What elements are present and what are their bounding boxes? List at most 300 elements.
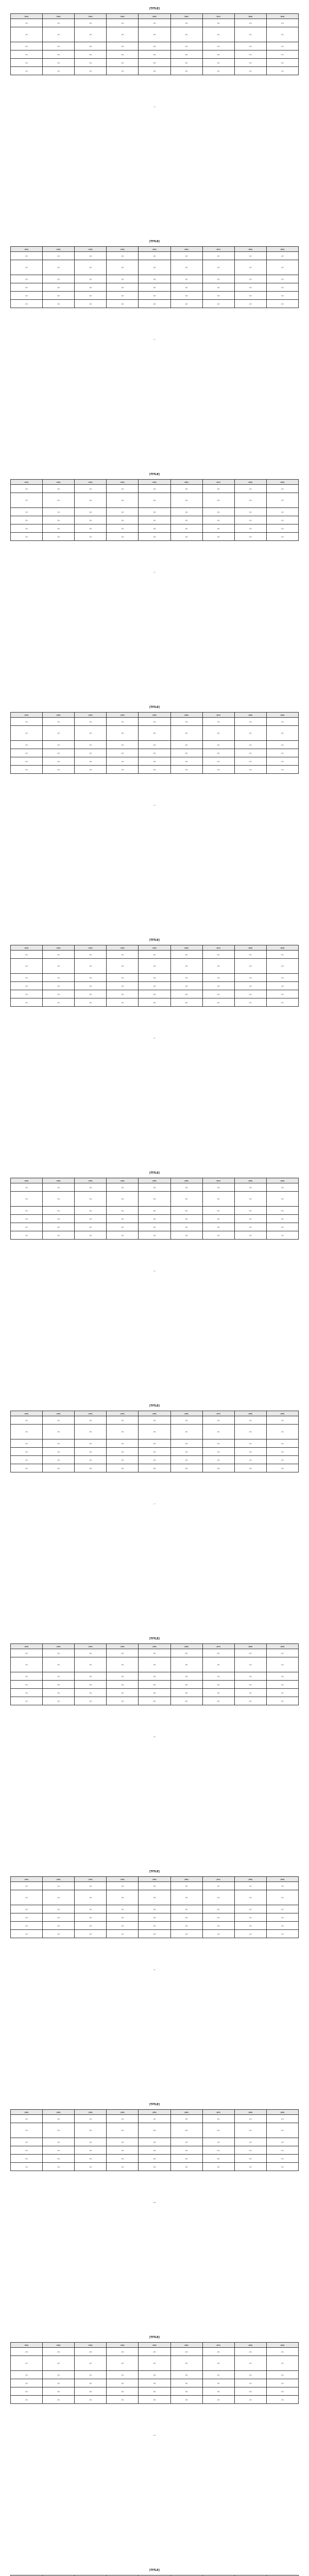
table-cell: [X] bbox=[75, 741, 107, 749]
table-cell: [X] bbox=[170, 2396, 202, 2404]
table-cell: [X] bbox=[11, 1207, 43, 1215]
table-cell: [X] bbox=[75, 275, 107, 283]
table-cell: [X] bbox=[139, 1425, 170, 1439]
table-cell: [X] bbox=[107, 766, 139, 774]
table-cell: [X] bbox=[43, 1456, 75, 1464]
table-cell: [X] bbox=[43, 974, 75, 982]
table-cell: [X] bbox=[139, 1207, 170, 1215]
table-cell: [X] bbox=[139, 1416, 170, 1425]
table-cell: [X] bbox=[139, 726, 170, 741]
table-cell: [X] bbox=[107, 275, 139, 283]
table-row bbox=[11, 1439, 299, 1448]
table-cell: [X] bbox=[170, 1231, 202, 1240]
table-cell: [X] bbox=[266, 718, 298, 726]
table-cell: [X] bbox=[234, 741, 266, 749]
table-cell: [X] bbox=[75, 2348, 107, 2356]
table-cell: [X] bbox=[43, 2163, 75, 2171]
column-header: [H6] bbox=[170, 713, 202, 718]
table-cell: [X] bbox=[202, 524, 234, 533]
table-cell: [X] bbox=[11, 1456, 43, 1464]
table-cell: [X] bbox=[107, 2348, 139, 2356]
table-cell: [X] bbox=[170, 283, 202, 292]
table-cell: [X] bbox=[170, 757, 202, 766]
table-cell: [X] bbox=[202, 990, 234, 998]
table-cell: [X] bbox=[75, 508, 107, 516]
table-cell: [X] bbox=[107, 1681, 139, 1689]
table-cell: [X] bbox=[234, 19, 266, 27]
table-cell: [X] bbox=[11, 998, 43, 1007]
table-cell: [X] bbox=[202, 19, 234, 27]
column-header: [H9] bbox=[266, 1644, 298, 1649]
column-header: [H1] bbox=[11, 1877, 43, 1882]
page-number: - 5 - bbox=[153, 1037, 156, 1039]
table-cell: [X] bbox=[170, 1448, 202, 1456]
table-cell: [X] bbox=[43, 524, 75, 533]
table-row bbox=[11, 1905, 299, 1913]
table-cell: [X] bbox=[139, 1681, 170, 1689]
page-number: - 8 - bbox=[153, 1736, 156, 1738]
table-cell: [X] bbox=[202, 1689, 234, 1697]
table-cell: [X] bbox=[170, 275, 202, 283]
table-cell: [X] bbox=[170, 524, 202, 533]
column-header: [H3] bbox=[75, 247, 107, 252]
table-cell: [X] bbox=[107, 974, 139, 982]
table-cell: [X] bbox=[234, 1657, 266, 1672]
table-cell: [X] bbox=[43, 50, 75, 59]
table-cell: [X] bbox=[75, 2115, 107, 2123]
table-cell: [X] bbox=[266, 766, 298, 774]
table-cell: [X] bbox=[234, 252, 266, 260]
table-cell: [X] bbox=[202, 485, 234, 493]
table-cell: [X] bbox=[170, 2387, 202, 2396]
table-cell: [X] bbox=[234, 1922, 266, 1930]
table-cell: [X] bbox=[107, 252, 139, 260]
table-cell: [X] bbox=[234, 1930, 266, 1938]
table-cell: [X] bbox=[107, 2115, 139, 2123]
table-row bbox=[11, 1464, 299, 1472]
page-title: [TITLE] bbox=[149, 1172, 160, 1175]
table-cell: [X] bbox=[266, 2115, 298, 2123]
table-row bbox=[11, 50, 299, 59]
table-cell: [X] bbox=[266, 1448, 298, 1456]
table-cell: [X] bbox=[139, 1183, 170, 1192]
table-cell: [X] bbox=[107, 741, 139, 749]
table-cell: [X] bbox=[43, 1416, 75, 1425]
table-row bbox=[11, 766, 299, 774]
table-row bbox=[11, 2123, 299, 2138]
column-header: [H9] bbox=[266, 1411, 298, 1416]
table-cell: [X] bbox=[234, 524, 266, 533]
table-cell: [X] bbox=[234, 493, 266, 508]
column-header: [H2] bbox=[43, 2343, 75, 2348]
table-cell: [X] bbox=[75, 292, 107, 300]
table-cell: [X] bbox=[43, 292, 75, 300]
column-header: [H3] bbox=[75, 1178, 107, 1183]
table-cell: [X] bbox=[75, 2371, 107, 2379]
table-cell: [X] bbox=[266, 27, 298, 42]
table-cell: [X] bbox=[170, 998, 202, 1007]
table-cell: [X] bbox=[170, 1223, 202, 1231]
table-cell: [X] bbox=[202, 741, 234, 749]
table-cell: [X] bbox=[139, 766, 170, 774]
table-cell: [X] bbox=[43, 1930, 75, 1938]
table-cell: [X] bbox=[107, 1464, 139, 1472]
table-cell: [X] bbox=[43, 1882, 75, 1890]
table-cell: [X] bbox=[202, 1183, 234, 1192]
table-cell: [X] bbox=[11, 50, 43, 59]
table-header-row bbox=[11, 1877, 299, 1882]
table-cell: [X] bbox=[43, 1223, 75, 1231]
table-cell: [X] bbox=[43, 990, 75, 998]
table-cell: [X] bbox=[170, 1930, 202, 1938]
table-cell: [X] bbox=[202, 1192, 234, 1207]
data-table bbox=[10, 712, 299, 774]
table-cell: [X] bbox=[139, 508, 170, 516]
table-row bbox=[11, 2396, 299, 2404]
table-cell: [X] bbox=[202, 1231, 234, 1240]
table-header-row bbox=[11, 2343, 299, 2348]
table-cell: [X] bbox=[107, 27, 139, 42]
column-header: [H1] bbox=[11, 713, 43, 718]
table-cell: [X] bbox=[170, 1464, 202, 1472]
table-cell: [X] bbox=[75, 1416, 107, 1425]
table-cell: [X] bbox=[234, 1672, 266, 1681]
document-page bbox=[0, 1397, 309, 1630]
table-cell: [X] bbox=[139, 2138, 170, 2146]
table-header-row bbox=[11, 1178, 299, 1183]
column-header: [H2] bbox=[43, 1644, 75, 1649]
page-title: [TITLE] bbox=[149, 1870, 160, 1873]
table-cell: [X] bbox=[11, 766, 43, 774]
table-cell: [X] bbox=[139, 1882, 170, 1890]
table-cell: [X] bbox=[202, 1215, 234, 1223]
column-header: [H8] bbox=[234, 945, 266, 951]
table-cell: [X] bbox=[170, 959, 202, 974]
table-cell: [X] bbox=[43, 1231, 75, 1240]
table-cell: [X] bbox=[11, 1657, 43, 1672]
table-row bbox=[11, 1930, 299, 1938]
column-header: [H3] bbox=[75, 1644, 107, 1649]
table-cell: [X] bbox=[43, 2371, 75, 2379]
table-cell: [X] bbox=[170, 1890, 202, 1905]
table-cell: [X] bbox=[202, 2396, 234, 2404]
table-cell: [X] bbox=[139, 959, 170, 974]
table-cell: [X] bbox=[266, 1890, 298, 1905]
column-header: [H9] bbox=[266, 945, 298, 951]
table-cell: [X] bbox=[266, 2379, 298, 2387]
table-row bbox=[11, 998, 299, 1007]
table-row bbox=[11, 1681, 299, 1689]
table-cell: [X] bbox=[139, 1890, 170, 1905]
table-cell: [X] bbox=[43, 998, 75, 1007]
table-cell: [X] bbox=[75, 1231, 107, 1240]
table-cell: [X] bbox=[170, 59, 202, 67]
column-header: [H3] bbox=[75, 945, 107, 951]
column-header: [H2] bbox=[43, 2110, 75, 2115]
column-header: [H7] bbox=[202, 1178, 234, 1183]
table-cell: [X] bbox=[139, 718, 170, 726]
table-cell: [X] bbox=[170, 516, 202, 524]
table-cell: [X] bbox=[43, 1215, 75, 1223]
table-cell: [X] bbox=[234, 2146, 266, 2155]
table-row bbox=[11, 1456, 299, 1464]
table-cell: [X] bbox=[43, 2138, 75, 2146]
table-cell: [X] bbox=[202, 42, 234, 50]
table-cell: [X] bbox=[170, 2155, 202, 2163]
table-cell: [X] bbox=[139, 1456, 170, 1464]
table-cell: [X] bbox=[202, 300, 234, 308]
table-cell: [X] bbox=[202, 766, 234, 774]
table-cell: [X] bbox=[266, 42, 298, 50]
table-cell: [X] bbox=[11, 1183, 43, 1192]
table-cell: [X] bbox=[234, 959, 266, 974]
table-cell: [X] bbox=[266, 1657, 298, 1672]
table-cell: [X] bbox=[170, 1425, 202, 1439]
table-cell: [X] bbox=[139, 1672, 170, 1681]
table-cell: [X] bbox=[43, 1681, 75, 1689]
table-cell: [X] bbox=[139, 2348, 170, 2356]
table-cell: [X] bbox=[107, 1672, 139, 1681]
table-cell: [X] bbox=[107, 1905, 139, 1913]
table-cell: [X] bbox=[202, 1425, 234, 1439]
table-cell: [X] bbox=[170, 1905, 202, 1913]
column-header: [H6] bbox=[170, 1644, 202, 1649]
table-cell: [X] bbox=[202, 1657, 234, 1672]
table-cell: [X] bbox=[234, 2115, 266, 2123]
table-cell: [X] bbox=[266, 1192, 298, 1207]
table-cell: [X] bbox=[170, 2379, 202, 2387]
table-cell: [X] bbox=[266, 757, 298, 766]
table-cell: [X] bbox=[11, 1930, 43, 1938]
table-cell: [X] bbox=[234, 1464, 266, 1472]
table-cell: [X] bbox=[202, 726, 234, 741]
table-cell: [X] bbox=[43, 1183, 75, 1192]
table-cell: [X] bbox=[11, 1425, 43, 1439]
table-cell: [X] bbox=[202, 2348, 234, 2356]
data-table bbox=[10, 479, 299, 541]
table-row bbox=[11, 252, 299, 260]
table-cell: [X] bbox=[11, 1223, 43, 1231]
table-cell: [X] bbox=[107, 1223, 139, 1231]
table-cell: [X] bbox=[170, 19, 202, 27]
table-cell: [X] bbox=[202, 252, 234, 260]
table-cell: [X] bbox=[11, 516, 43, 524]
column-header: [H3] bbox=[75, 480, 107, 485]
table-cell: [X] bbox=[107, 2379, 139, 2387]
table-cell: [X] bbox=[43, 2123, 75, 2138]
table-cell: [X] bbox=[43, 67, 75, 75]
table-cell: [X] bbox=[11, 260, 43, 275]
table-cell: [X] bbox=[234, 726, 266, 741]
table-cell: [X] bbox=[11, 974, 43, 982]
column-header: [H8] bbox=[234, 480, 266, 485]
table-cell: [X] bbox=[107, 749, 139, 757]
page-number: - 2 - bbox=[153, 338, 156, 341]
table-cell: [X] bbox=[11, 2115, 43, 2123]
table-cell: [X] bbox=[170, 260, 202, 275]
table-cell: [X] bbox=[107, 508, 139, 516]
table-cell: [X] bbox=[11, 1464, 43, 1472]
table-cell: [X] bbox=[139, 2146, 170, 2155]
column-header: [H8] bbox=[234, 1877, 266, 1882]
table-cell: [X] bbox=[11, 2379, 43, 2387]
column-header: [H4] bbox=[107, 1411, 139, 1416]
table-cell: [X] bbox=[139, 19, 170, 27]
document-page bbox=[0, 2562, 309, 2576]
table-row bbox=[11, 951, 299, 959]
column-header: [H6] bbox=[170, 2110, 202, 2115]
table-row bbox=[11, 1223, 299, 1231]
table-cell: [X] bbox=[266, 275, 298, 283]
table-cell: [X] bbox=[107, 998, 139, 1007]
table-cell: [X] bbox=[234, 1689, 266, 1697]
table-cell: [X] bbox=[170, 1192, 202, 1207]
column-header: [H1] bbox=[11, 14, 43, 19]
document-page bbox=[0, 233, 309, 466]
table-cell: [X] bbox=[107, 2387, 139, 2396]
table-cell: [X] bbox=[43, 2115, 75, 2123]
table-cell: [X] bbox=[266, 1689, 298, 1697]
table-cell: [X] bbox=[266, 1439, 298, 1448]
table-cell: [X] bbox=[107, 533, 139, 541]
table-cell: [X] bbox=[234, 982, 266, 990]
page-number: - 9 - bbox=[153, 1969, 156, 1971]
table-cell: [X] bbox=[170, 726, 202, 741]
table-cell: [X] bbox=[266, 2371, 298, 2379]
table-cell: [X] bbox=[266, 749, 298, 757]
table-row bbox=[11, 42, 299, 50]
data-table bbox=[10, 13, 299, 75]
table-cell: [X] bbox=[234, 260, 266, 275]
table-cell: [X] bbox=[139, 1223, 170, 1231]
column-header: [H5] bbox=[139, 247, 170, 252]
table-cell: [X] bbox=[75, 252, 107, 260]
table-cell: [X] bbox=[75, 1890, 107, 1905]
table-cell: [X] bbox=[170, 493, 202, 508]
table-cell: [X] bbox=[43, 1192, 75, 1207]
table-cell: [X] bbox=[43, 726, 75, 741]
table-cell: [X] bbox=[234, 1425, 266, 1439]
table-cell: [X] bbox=[234, 1905, 266, 1913]
table-cell: [X] bbox=[266, 1882, 298, 1890]
table-cell: [X] bbox=[107, 2138, 139, 2146]
table-cell: [X] bbox=[139, 59, 170, 67]
table-row bbox=[11, 959, 299, 974]
table-cell: [X] bbox=[234, 67, 266, 75]
table-cell: [X] bbox=[107, 990, 139, 998]
table-cell: [X] bbox=[11, 1689, 43, 1697]
table-cell: [X] bbox=[43, 2387, 75, 2396]
data-table bbox=[10, 1411, 299, 1472]
page-number: - 11 - bbox=[152, 2434, 157, 2436]
column-header: [H2] bbox=[43, 713, 75, 718]
column-header: [H1] bbox=[11, 945, 43, 951]
table-cell: [X] bbox=[11, 2138, 43, 2146]
column-header: [H3] bbox=[75, 14, 107, 19]
table-cell: [X] bbox=[11, 2356, 43, 2371]
table-cell: [X] bbox=[266, 2356, 298, 2371]
table-cell: [X] bbox=[234, 485, 266, 493]
table-cell: [X] bbox=[11, 292, 43, 300]
column-header: [H9] bbox=[266, 480, 298, 485]
table-cell: [X] bbox=[43, 982, 75, 990]
table-cell: [X] bbox=[170, 1681, 202, 1689]
table-cell: [X] bbox=[11, 283, 43, 292]
table-cell: [X] bbox=[107, 982, 139, 990]
table-cell: [X] bbox=[170, 1649, 202, 1657]
table-cell: [X] bbox=[266, 974, 298, 982]
table-cell: [X] bbox=[202, 959, 234, 974]
table-cell: [X] bbox=[139, 27, 170, 42]
table-cell: [X] bbox=[107, 1416, 139, 1425]
table-cell: [X] bbox=[139, 1922, 170, 1930]
table-cell: [X] bbox=[75, 1215, 107, 1223]
table-row bbox=[11, 300, 299, 308]
table-cell: [X] bbox=[202, 1672, 234, 1681]
table-cell: [X] bbox=[202, 2163, 234, 2171]
table-row bbox=[11, 533, 299, 541]
table-cell: [X] bbox=[234, 2356, 266, 2371]
table-cell: [X] bbox=[75, 50, 107, 59]
table-cell: [X] bbox=[75, 1657, 107, 1672]
table-cell: [X] bbox=[170, 50, 202, 59]
table-cell: [X] bbox=[266, 1681, 298, 1689]
table-cell: [X] bbox=[234, 1215, 266, 1223]
table-cell: [X] bbox=[234, 59, 266, 67]
table-cell: [X] bbox=[11, 508, 43, 516]
table-cell: [X] bbox=[75, 1207, 107, 1215]
table-cell: [X] bbox=[43, 493, 75, 508]
table-cell: [X] bbox=[266, 292, 298, 300]
data-table bbox=[10, 945, 299, 1007]
table-cell: [X] bbox=[11, 1905, 43, 1913]
table-cell: [X] bbox=[202, 718, 234, 726]
table-cell: [X] bbox=[11, 2348, 43, 2356]
table-cell: [X] bbox=[266, 59, 298, 67]
table-cell: [X] bbox=[234, 749, 266, 757]
table-cell: [X] bbox=[11, 2396, 43, 2404]
table-cell: [X] bbox=[75, 1192, 107, 1207]
column-header: [H8] bbox=[234, 2343, 266, 2348]
table-cell: [X] bbox=[11, 1882, 43, 1890]
table-cell: [X] bbox=[202, 533, 234, 541]
table-cell: [X] bbox=[202, 2387, 234, 2396]
table-cell: [X] bbox=[107, 59, 139, 67]
table-cell: [X] bbox=[11, 990, 43, 998]
table-row bbox=[11, 2371, 299, 2379]
table-cell: [X] bbox=[43, 757, 75, 766]
table-cell: [X] bbox=[107, 1207, 139, 1215]
table-cell: [X] bbox=[266, 2387, 298, 2396]
table-cell: [X] bbox=[43, 252, 75, 260]
table-row bbox=[11, 2348, 299, 2356]
table-cell: [X] bbox=[139, 2115, 170, 2123]
table-cell: [X] bbox=[11, 1697, 43, 1705]
table-cell: [X] bbox=[266, 516, 298, 524]
table-cell: [X] bbox=[43, 19, 75, 27]
table-cell: [X] bbox=[43, 1689, 75, 1697]
column-header: [H7] bbox=[202, 1877, 234, 1882]
table-cell: [X] bbox=[202, 1223, 234, 1231]
table-cell: [X] bbox=[170, 1207, 202, 1215]
table-cell: [X] bbox=[202, 1207, 234, 1215]
table-row bbox=[11, 1215, 299, 1223]
table-cell: [X] bbox=[266, 990, 298, 998]
table-cell: [X] bbox=[43, 951, 75, 959]
column-header: [H8] bbox=[234, 1178, 266, 1183]
table-cell: [X] bbox=[139, 2387, 170, 2396]
table-cell: [X] bbox=[107, 726, 139, 741]
